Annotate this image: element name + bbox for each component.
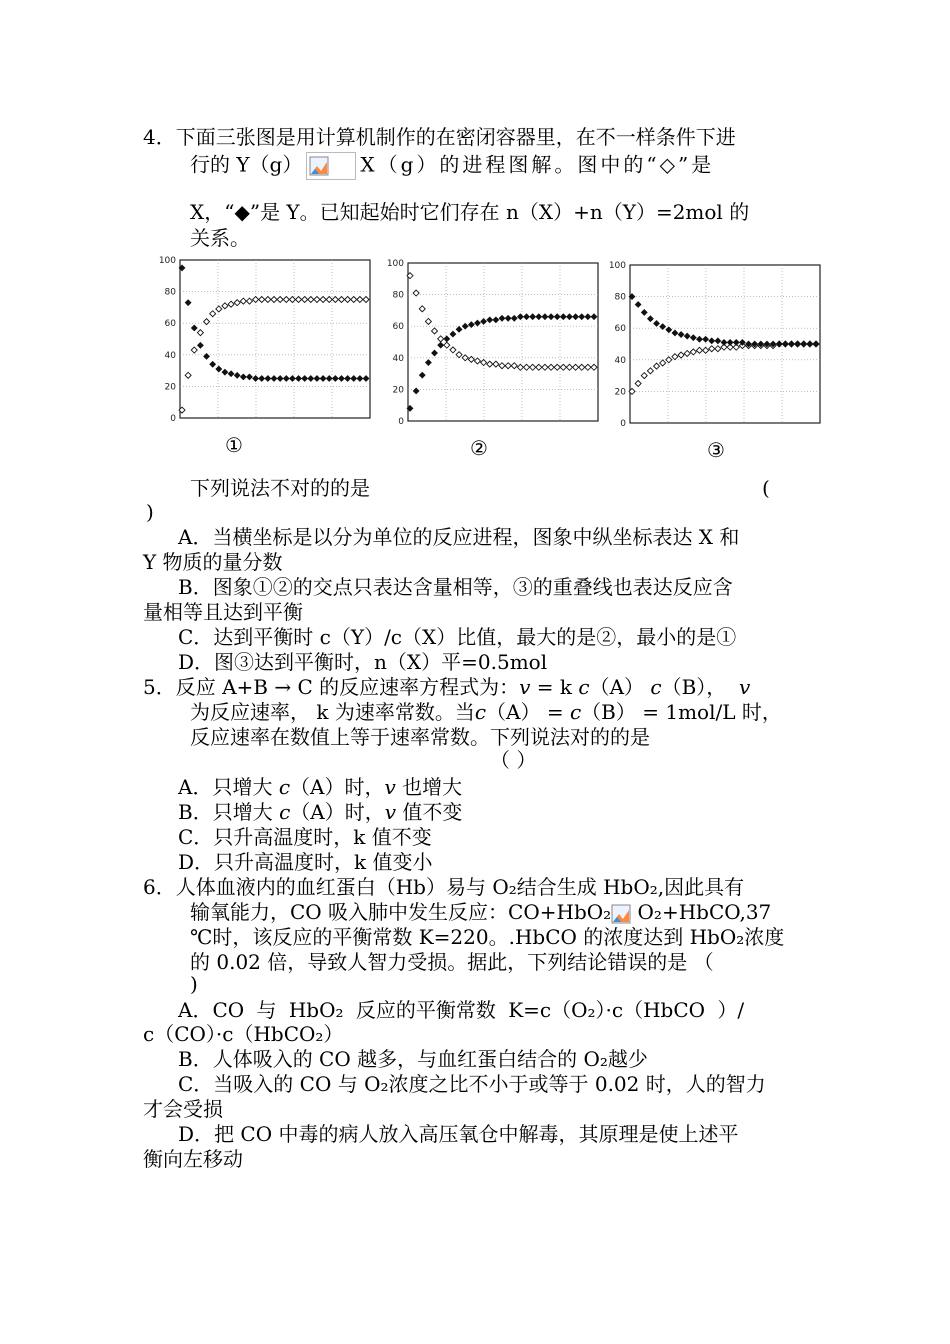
x-data-point bbox=[265, 297, 271, 303]
x-data-point bbox=[302, 297, 308, 303]
x-data-point bbox=[216, 306, 222, 312]
y-data-point bbox=[524, 314, 530, 320]
x-data-point bbox=[690, 349, 696, 355]
q6-line4: 的 0.02 倍，导致人智力受损。据此，下列结论错误的是 （ bbox=[190, 950, 714, 974]
y-data-point bbox=[591, 314, 597, 320]
y-data-point bbox=[560, 314, 566, 320]
y-data-point bbox=[530, 314, 536, 320]
y-data-point bbox=[259, 376, 265, 382]
q4-option-a-2: Y 物质的量分数 bbox=[143, 550, 283, 574]
x-data-point bbox=[271, 297, 277, 303]
q5-option-c: C．只升高温度时，k 值不变 bbox=[178, 825, 432, 849]
x-data-point bbox=[715, 346, 721, 352]
figure-3-plot bbox=[610, 260, 830, 435]
x-data-point bbox=[413, 290, 419, 296]
figure-1-label: ① bbox=[225, 433, 243, 457]
q5-line2 bbox=[190, 700, 782, 724]
q6-line3: ℃时，该反应的平衡常数 K=220。.HbCO 的浓度达到 HbO₂浓度 bbox=[190, 925, 785, 949]
x-data-point bbox=[357, 297, 363, 303]
y-data-point bbox=[536, 314, 542, 320]
figure-1-plot bbox=[160, 255, 380, 430]
q5-a-v: v bbox=[384, 775, 396, 799]
q6-option-c-1: C．当吸入的 CO 与 O₂浓度之比不小于或等于 0.02 时，人的智力 bbox=[178, 1072, 766, 1096]
x-data-point bbox=[338, 297, 344, 303]
x-data-point bbox=[222, 303, 228, 309]
y-data-point bbox=[678, 332, 684, 338]
y-data-point bbox=[302, 376, 308, 382]
y-data-point bbox=[548, 314, 554, 320]
y-data-point bbox=[505, 315, 511, 321]
y-data-point bbox=[487, 317, 493, 323]
y-data-point bbox=[222, 369, 228, 375]
y-tick-label: 100 bbox=[386, 259, 404, 269]
y-data-point bbox=[204, 353, 210, 359]
y-data-point bbox=[807, 341, 813, 347]
x-data-point bbox=[499, 363, 505, 369]
q5-b-a: B．只增大 bbox=[178, 800, 280, 824]
x-data-point bbox=[444, 342, 450, 348]
y-tick-label: 80 bbox=[614, 292, 626, 303]
y-data-point bbox=[511, 315, 517, 321]
x-data-point bbox=[566, 364, 572, 370]
y-data-point bbox=[709, 338, 715, 344]
x-data-point bbox=[474, 358, 480, 364]
y-tick-label: 20 bbox=[164, 382, 176, 393]
y-data-point bbox=[438, 342, 444, 348]
q5-a-c: c bbox=[278, 775, 291, 799]
y-data-point bbox=[666, 327, 672, 333]
x-data-point bbox=[511, 363, 517, 369]
q4-line4: 关系。 bbox=[190, 226, 250, 250]
q5-b-b: （A）时， bbox=[290, 800, 385, 824]
x-data-point bbox=[277, 297, 283, 303]
x-data-point bbox=[197, 330, 203, 336]
y-tick-label: 0 bbox=[620, 419, 626, 429]
q5-option-a bbox=[178, 775, 462, 799]
x-data-point bbox=[635, 381, 641, 387]
q5-a-c2: 也增大 bbox=[395, 775, 463, 799]
q5-v2: v bbox=[739, 675, 751, 699]
y-data-point bbox=[660, 324, 666, 330]
q6-option-d-1: D．把 CO 中毒的病人放入高压氧仓中解毒，其原理是使上述平 bbox=[178, 1122, 739, 1146]
y-data-point bbox=[721, 339, 727, 345]
y-data-point bbox=[413, 388, 419, 394]
x-data-point bbox=[660, 360, 666, 366]
q4-paren-close: ) bbox=[146, 500, 154, 524]
x-data-point bbox=[703, 347, 709, 353]
y-data-point bbox=[332, 376, 338, 382]
y-data-point bbox=[289, 376, 295, 382]
y-data-point bbox=[554, 314, 560, 320]
y-data-point bbox=[517, 314, 523, 320]
y-tick-label: 60 bbox=[392, 322, 404, 333]
y-tick-label: 40 bbox=[164, 350, 176, 361]
y-data-point bbox=[703, 336, 709, 342]
x-data-point bbox=[296, 297, 302, 303]
q5-line2-a: 为反应速率， k 为速率常数。当 bbox=[190, 700, 475, 724]
y-data-point bbox=[573, 314, 579, 320]
y-data-point bbox=[191, 325, 197, 331]
y-data-point bbox=[456, 326, 462, 332]
y-tick-label: 40 bbox=[392, 353, 404, 364]
x-data-point bbox=[678, 352, 684, 358]
q5-a-a: A．只增大 bbox=[178, 775, 279, 799]
y-data-point bbox=[271, 376, 277, 382]
y-data-point bbox=[813, 341, 819, 347]
y-data-point bbox=[782, 341, 788, 347]
q5-line1-a: 5．反应 A+B → C 的反应速率方程式为： bbox=[143, 675, 520, 699]
x-data-point bbox=[672, 354, 678, 360]
x-data-point bbox=[530, 364, 536, 370]
x-data-point bbox=[283, 297, 289, 303]
y-data-point bbox=[566, 314, 572, 320]
x-data-point bbox=[240, 298, 246, 304]
q5-line2-c: （B） = 1mol/L 时， bbox=[581, 700, 782, 724]
x-data-point bbox=[191, 347, 197, 353]
y-data-point bbox=[363, 376, 369, 382]
x-data-point bbox=[560, 364, 566, 370]
x-data-point bbox=[314, 297, 320, 303]
y-data-point bbox=[197, 342, 203, 348]
x-data-point bbox=[204, 319, 210, 325]
x-data-point bbox=[585, 364, 591, 370]
y-tick-label: 20 bbox=[392, 385, 404, 396]
x-data-point bbox=[468, 356, 474, 362]
y-data-point bbox=[432, 350, 438, 356]
y-tick-label: 60 bbox=[164, 319, 176, 330]
x-data-point bbox=[326, 297, 332, 303]
q6-line2-b: O₂+HbCO,37 bbox=[637, 900, 772, 924]
y-data-point bbox=[326, 376, 332, 382]
y-data-point bbox=[320, 376, 326, 382]
q4-line2-b: X（g）的进程图解。图中的“◇”是 bbox=[360, 152, 715, 177]
figure-2 bbox=[388, 258, 608, 438]
y-data-point bbox=[210, 361, 216, 367]
q6-option-a-1: A．CO 与 HbO₂ 反应的平衡常数 K=c（O₂）·c（HbCO ）/ bbox=[178, 998, 745, 1022]
plot-frame bbox=[408, 263, 598, 421]
x-data-point bbox=[228, 301, 234, 307]
x-data-point bbox=[487, 361, 493, 367]
q6-line2 bbox=[190, 900, 771, 924]
figure-2-plot bbox=[388, 258, 608, 433]
x-data-point bbox=[425, 318, 431, 324]
y-data-point bbox=[357, 376, 363, 382]
y-data-point bbox=[345, 376, 351, 382]
x-data-point bbox=[554, 364, 560, 370]
y-data-point bbox=[481, 318, 487, 324]
y-data-point bbox=[253, 376, 259, 382]
y-data-point bbox=[351, 376, 357, 382]
x-data-point bbox=[332, 297, 338, 303]
broken-image-icon-2 bbox=[611, 904, 631, 924]
q4-option-c: C．达到平衡时 c（Y）/c（X）比值，最大的是②，最小的是① bbox=[178, 625, 737, 649]
q4-line2-a: 行的 Y（g） bbox=[190, 152, 303, 177]
y-data-point bbox=[585, 314, 591, 320]
x-data-point bbox=[259, 297, 265, 303]
q4-line1: 4．下面三张图是用计算机制作的在密闭容器里，在不一样条件下进 bbox=[143, 125, 736, 149]
y-data-point bbox=[727, 339, 733, 345]
x-data-point bbox=[684, 350, 690, 356]
x-data-point bbox=[591, 364, 597, 370]
x-data-point bbox=[542, 364, 548, 370]
y-data-point bbox=[672, 330, 678, 336]
y-data-point bbox=[647, 316, 653, 322]
q4-option-a-1: A．当横坐标是以分为单位的反应进程，图象中纵坐标表达 X 和 bbox=[178, 525, 740, 549]
y-data-point bbox=[283, 376, 289, 382]
q4-option-d: D．图③达到平衡时，n（X）平=0.5mol bbox=[178, 650, 548, 674]
y-data-point bbox=[265, 376, 271, 382]
x-data-point bbox=[289, 297, 295, 303]
x-data-point bbox=[481, 360, 487, 366]
y-data-point bbox=[240, 374, 246, 380]
x-data-point bbox=[345, 297, 351, 303]
y-data-point bbox=[338, 376, 344, 382]
y-data-point bbox=[733, 339, 739, 345]
x-data-point bbox=[696, 347, 702, 353]
y-data-point bbox=[216, 366, 222, 372]
q5-option-d: D．只升高温度时，k 值变小 bbox=[178, 850, 433, 874]
q5-c4: c bbox=[569, 700, 582, 724]
y-data-point bbox=[277, 376, 283, 382]
y-data-point bbox=[579, 314, 585, 320]
y-data-point bbox=[234, 372, 240, 378]
x-data-point bbox=[320, 297, 326, 303]
x-data-point bbox=[647, 368, 653, 374]
q6-option-b: B．人体吸入的 CO 越多，与血红蛋白结合的 O₂越少 bbox=[178, 1047, 648, 1071]
q5-line2-b: （A） = bbox=[486, 700, 570, 724]
y-data-point bbox=[788, 341, 794, 347]
q4-line3: X，“◆”是 Y。已知起始时它们存在 n（X）+n（Y）=2mol 的 bbox=[190, 200, 750, 224]
y-tick-label: 60 bbox=[614, 324, 626, 335]
y-data-point bbox=[715, 338, 721, 344]
x-data-point bbox=[709, 346, 715, 352]
y-data-point bbox=[795, 341, 801, 347]
x-data-point bbox=[351, 297, 357, 303]
q6-line1: 6．人体血液内的血红蛋白（Hb）易与 O₂结合生成 HbO₂,因此具有 bbox=[143, 875, 745, 899]
q4-option-b-2: 量相等且达到平衡 bbox=[143, 600, 303, 624]
q5-eq: = k bbox=[530, 675, 579, 699]
x-data-point bbox=[456, 352, 462, 358]
y-tick-label: 100 bbox=[158, 256, 176, 266]
y-data-point bbox=[635, 302, 641, 308]
y-tick-label: 40 bbox=[614, 355, 626, 366]
q6-line2-a: 输氧能力，CO 吸入肺中发生反应：CO+HbO₂ bbox=[190, 900, 612, 924]
x-data-point bbox=[253, 297, 259, 303]
y-data-point bbox=[228, 371, 234, 377]
y-data-point bbox=[462, 323, 468, 329]
x-data-point bbox=[185, 372, 191, 378]
q5-line1 bbox=[143, 675, 750, 699]
y-data-point bbox=[654, 320, 660, 326]
y-tick-label: 0 bbox=[170, 414, 176, 424]
figure-2-label: ② bbox=[470, 436, 488, 460]
x-data-point bbox=[308, 297, 314, 303]
y-data-point bbox=[450, 331, 456, 337]
q5-paren: （ ） bbox=[490, 748, 537, 772]
y-data-point bbox=[474, 320, 480, 326]
x-data-point bbox=[438, 336, 444, 342]
y-tick-label: 80 bbox=[164, 287, 176, 298]
q6-line5: ) bbox=[190, 972, 198, 996]
y-data-point bbox=[419, 372, 425, 378]
q4-line2 bbox=[190, 152, 805, 180]
y-data-point bbox=[641, 309, 647, 315]
q6-option-a-2: c（CO）·c（HbCO₂） bbox=[143, 1022, 344, 1046]
x-data-point bbox=[493, 361, 499, 367]
y-data-point bbox=[776, 341, 782, 347]
q5-option-b bbox=[178, 800, 462, 824]
y-data-point bbox=[314, 376, 320, 382]
x-data-point bbox=[432, 328, 438, 334]
y-tick-label: 20 bbox=[614, 387, 626, 398]
x-data-point bbox=[450, 347, 456, 353]
x-data-point bbox=[579, 364, 585, 370]
x-data-point bbox=[234, 300, 240, 306]
q5-b-paren: （B）， bbox=[661, 675, 727, 699]
y-data-point bbox=[684, 333, 690, 339]
y-data-point bbox=[425, 360, 431, 366]
figure-1 bbox=[160, 255, 380, 435]
q5-c1: c bbox=[578, 675, 590, 699]
y-data-point bbox=[499, 315, 505, 321]
y-tick-label: 0 bbox=[398, 417, 404, 427]
y-data-point bbox=[468, 322, 474, 328]
y-data-point bbox=[308, 376, 314, 382]
x-data-point bbox=[517, 364, 523, 370]
figure-3-label: ③ bbox=[707, 438, 725, 462]
q4-question: 下列说法不对的的是 bbox=[190, 476, 370, 500]
q5-b-v: v bbox=[384, 800, 397, 824]
q5-b-c: c bbox=[279, 800, 291, 824]
q6-option-c-2: 才会受损 bbox=[143, 1097, 223, 1121]
y-data-point bbox=[493, 317, 499, 323]
x-data-point bbox=[462, 355, 468, 361]
q5-line3: 反应速率在数值上等于速率常数。下列说法对的的是 bbox=[190, 725, 650, 749]
q6-option-d-2: 衡向左移动 bbox=[143, 1147, 243, 1171]
q5-a-b: （A）时， bbox=[290, 775, 385, 799]
y-tick-label: 100 bbox=[608, 261, 626, 271]
y-data-point bbox=[542, 314, 548, 320]
x-data-point bbox=[246, 298, 252, 304]
y-data-point bbox=[801, 341, 807, 347]
y-data-point bbox=[296, 376, 302, 382]
y-data-point bbox=[696, 336, 702, 342]
x-data-point bbox=[573, 364, 579, 370]
x-data-point bbox=[210, 311, 216, 317]
q5-a-paren: （A） bbox=[589, 675, 645, 699]
x-data-point bbox=[505, 363, 511, 369]
plot-frame bbox=[180, 260, 370, 418]
x-data-point bbox=[363, 297, 369, 303]
q4-paren-open: ( bbox=[762, 476, 770, 500]
x-data-point bbox=[548, 364, 554, 370]
y-data-point bbox=[690, 335, 696, 341]
figure-3 bbox=[610, 260, 830, 440]
y-data-point bbox=[246, 374, 252, 380]
x-data-point bbox=[524, 364, 530, 370]
x-data-point bbox=[654, 363, 660, 369]
x-data-point bbox=[536, 364, 542, 370]
x-data-point bbox=[419, 306, 425, 312]
y-tick-label: 80 bbox=[392, 290, 404, 301]
broken-image-icon bbox=[306, 152, 356, 180]
q5-b-c2: 值不变 bbox=[396, 800, 463, 824]
q4-option-b-1: B．图象①②的交点只表达含量相等，③的重叠线也表达反应含 bbox=[178, 575, 733, 599]
q5-v: v bbox=[519, 675, 531, 699]
y-data-point bbox=[185, 300, 191, 306]
q5-c2: c bbox=[650, 675, 662, 699]
y-data-point bbox=[444, 336, 450, 342]
x-data-point bbox=[641, 373, 647, 379]
x-data-point bbox=[666, 357, 672, 363]
q5-c3: c bbox=[474, 700, 487, 724]
